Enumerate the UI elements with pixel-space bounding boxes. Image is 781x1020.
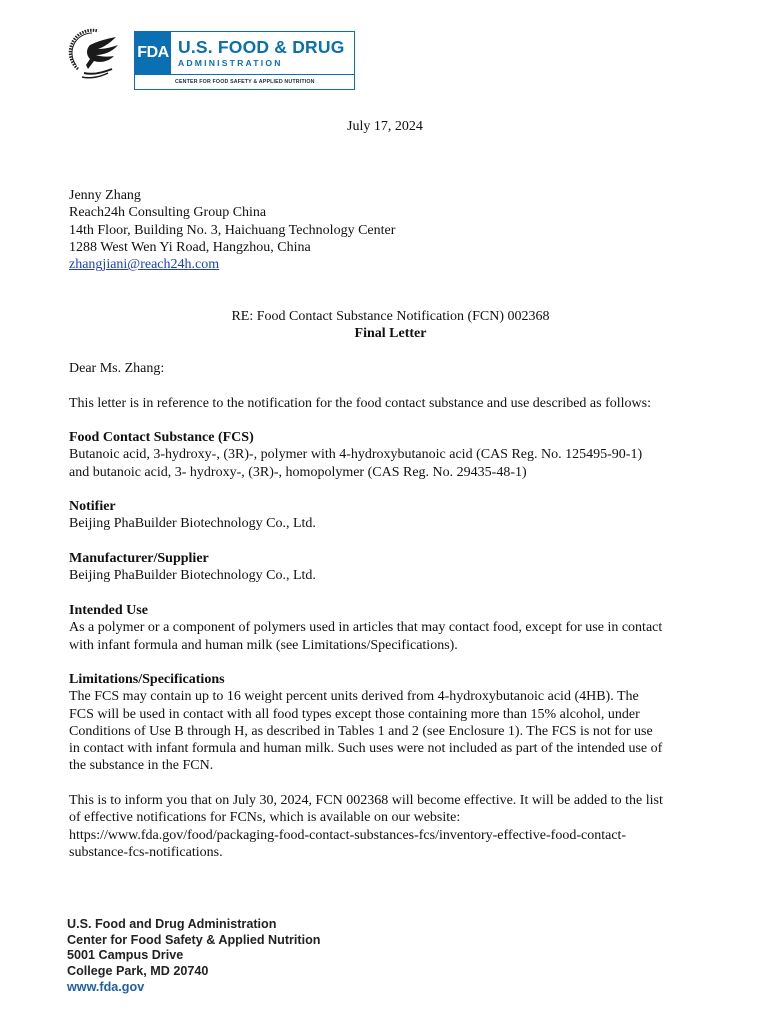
footer-address	[67, 917, 321, 996]
effective-line: This is to inform you that on July 30, 2024, FCN 002368 will become effective. It will be added to the list	[69, 793, 663, 808]
recipient-address	[69, 187, 395, 273]
subject-line: RE: Food Contact Substance Notification (FCN) 002368	[231, 309, 550, 324]
limitations-heading: Limitations/Specifications	[69, 672, 225, 687]
footer-city: College Park, MD 20740	[67, 964, 209, 979]
manufacturer-heading: Manufacturer/Supplier	[69, 551, 209, 566]
limitations-section	[69, 671, 662, 775]
intro-paragraph: This letter is in reference to the notification for the food contact substance and use described as follows:	[69, 396, 651, 411]
footer-street: 5001 Campus Drive	[67, 948, 184, 963]
intended-use-heading: Intended Use	[69, 603, 148, 618]
intended-use-line: with infant formula and human milk (see Limitations/Specifications).	[69, 637, 458, 653]
footer-agency: U.S. Food and Drug Administration	[67, 917, 277, 931]
recipient-company: Reach24h Consulting Group China	[69, 205, 267, 221]
fda-mark: FDA	[135, 32, 171, 74]
limitations-line: The FCS may contain up to 16 weight percent units derived from 4-hydroxybutanoic acid (4HB). The	[69, 689, 639, 705]
fcs-heading: Food Contact Substance (FCS)	[69, 430, 254, 445]
fda-logo	[134, 31, 355, 90]
intended-use-section	[69, 602, 662, 654]
subject-block	[0, 308, 781, 343]
hhs-seal-logo	[68, 25, 122, 83]
intended-use-line: As a polymer or a component of polymers used in articles that may contact food, except for use in contact	[69, 620, 663, 636]
recipient-email-link[interactable]: zhangjiani@reach24h.com	[69, 257, 220, 273]
footer-website-link[interactable]: www.fda.gov	[67, 979, 145, 994]
recipient-name: Jenny Zhang	[69, 188, 141, 203]
fcs-section	[69, 429, 642, 481]
notifier-heading: Notifier	[69, 499, 116, 514]
manufacturer-text: Beijing PhaBuilder Biotechnology Co., Ltd.	[69, 568, 316, 584]
effective-url-line: substance-fcs-notifications.	[69, 844, 223, 860]
center-tag: CENTER FOR FOOD SAFETY & APPLIED NUTRITION	[135, 74, 354, 89]
limitations-line: Conditions of Use B through H, as described in Tables 1 and 2 (see Enclosure 1). The FCS is not for use	[69, 723, 653, 739]
limitations-line: the substance in the FCN.	[69, 758, 214, 774]
letter-date: July 17, 2024	[347, 119, 423, 134]
notifier-text: Beijing PhaBuilder Biotechnology Co., Ltd.	[69, 516, 316, 532]
effective-url-line: https://www.fda.gov/food/packaging-food-contact-substances-fcs/inventory-effective-food-contact-	[69, 827, 627, 843]
limitations-line: FCS will be used in contact with all food types except those containing more than 15% alcohol, under	[69, 706, 640, 722]
agency-sub: ADMINISTRATION	[178, 57, 283, 68]
salutation: Dear Ms. Zhang:	[69, 361, 165, 376]
notifier-section	[69, 498, 316, 533]
recipient-address-line1: 14th Floor, Building No. 3, Haichuang Technology Center	[69, 222, 396, 238]
subject-final: Final Letter	[354, 326, 427, 342]
manufacturer-section	[69, 550, 316, 585]
fcs-line: Butanoic acid, 3-hydroxy-, (3R)-, polymer with 4-hydroxybutanoic acid (CAS Reg. No. 125495-90-1)	[69, 447, 643, 463]
agency-name: U.S. FOOD & DRUG	[178, 36, 345, 57]
recipient-address-line2: 1288 West Wen Yi Road, Hangzhou, China	[69, 239, 311, 255]
fcs-line: and butanoic acid, 3- hydroxy-, (3R)-, homopolymer (CAS Reg. No. 29435-48-1)	[69, 464, 527, 480]
limitations-line: in contact with infant formula and human milk. Such uses were not included as part of the intended use of	[69, 741, 663, 757]
effective-paragraph	[69, 792, 663, 861]
effective-line: of effective notifications for FCNs, which is available on our website:	[69, 810, 461, 826]
footer-center: Center for Food Safety & Applied Nutrition	[67, 932, 321, 947]
